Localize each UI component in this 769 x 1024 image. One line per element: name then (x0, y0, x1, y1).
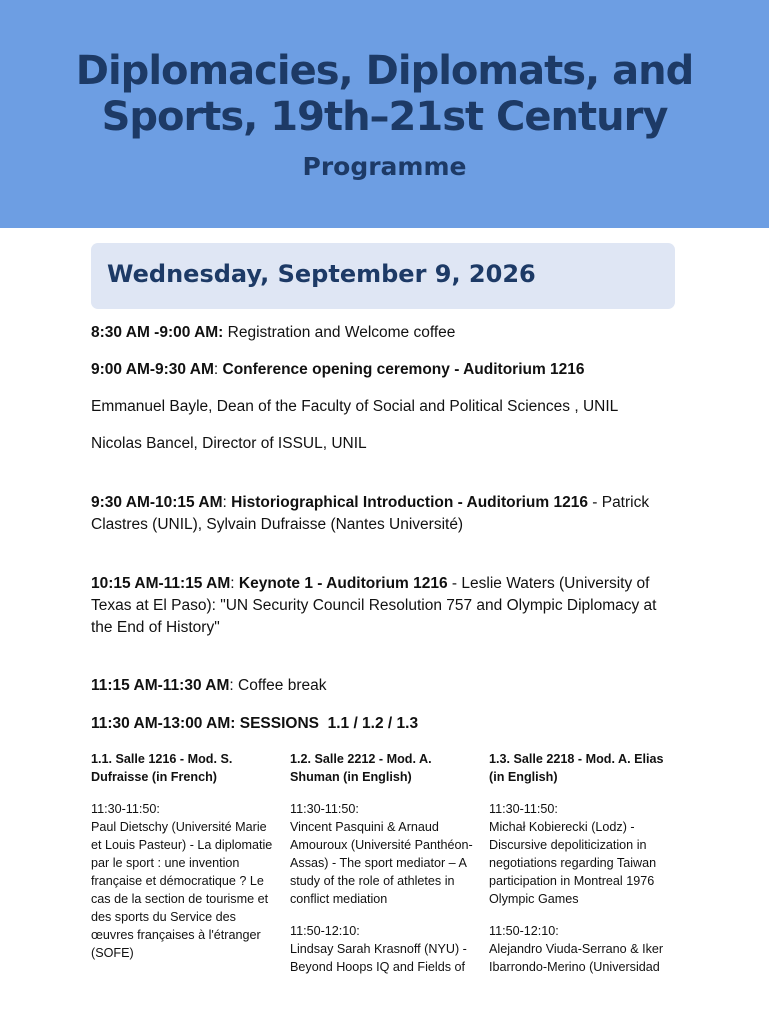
talk-text: Lindsay Sarah Krasnoff (NYU) - Beyond Hoops IQ and Fields of (290, 942, 467, 974)
registration-time: 8:30 AM -9:00 AM: (91, 324, 224, 341)
historiographical-item (91, 492, 676, 536)
talk-text: Alejandro Viuda-Serrano & Iker Ibarrondo-Merino (Universidad (489, 942, 664, 974)
day-heading-box (91, 243, 675, 309)
session-heading: 1.2. Salle 2212 - Mod. A. Shuman (in English) (290, 752, 432, 784)
talk-time: 11:30-11:50: (91, 802, 160, 816)
coffee-break-item (91, 675, 676, 697)
day-heading: Wednesday, September 9, 2026 (107, 260, 536, 288)
historiographical-time: 9:30 AM-10:15 AM (91, 494, 223, 511)
session-column-1-1 (91, 750, 276, 976)
page-subtitle: Programme (302, 152, 467, 181)
keynote-details: - Leslie Waters (University of Texas at El Paso): "UN Security Council Resolution 757 and Olympic Diplomacy at the End of History" (91, 575, 657, 636)
historiographical-speakers: - Patrick Clastres (UNIL), Sylvain Dufraisse (Nantes Université) (91, 494, 650, 533)
session-column-1-2 (290, 750, 475, 990)
talk-time: 11:30-11:50: (290, 802, 359, 816)
opening-time: 9:00 AM-9:30 AM (91, 361, 214, 378)
talk-block (290, 922, 475, 976)
keynote-separator: : (230, 575, 239, 592)
opening-separator: : (213, 361, 223, 378)
keynote-time: 10:15 AM-11:15 AM (91, 575, 231, 592)
page-title (0, 48, 769, 140)
talk-block (91, 800, 276, 962)
talk-time: 11:50-12:10: (290, 924, 360, 938)
talk-time: 11:50-12:10: (489, 924, 559, 938)
talk-time: 11:30-11:50: (489, 802, 558, 816)
session-column-1-3 (489, 750, 674, 990)
talk-block (290, 800, 475, 908)
sessions-heading: 11:30 AM-13:00 AM: SESSIONS 1.1 / 1.2 / 1.3 (91, 715, 419, 732)
registration-text: Registration and Welcome coffee (223, 324, 456, 341)
historiographical-title: Historiographical Introduction - Auditorium 1216 (231, 494, 588, 511)
opening-speaker-1: Emmanuel Bayle, Dean of the Faculty of Social and Political Sciences , UNIL (91, 398, 619, 415)
talk-text: Vincent Pasquini & Arnaud Amouroux (Université Panthéon-Assas) - The sport mediator – A study of the role of athletes in conflict mediation (290, 820, 473, 906)
keynote-item (91, 573, 676, 639)
programme-header (0, 0, 769, 228)
registration-item (91, 322, 676, 344)
coffee-break-time: 11:15 AM-11:30 AM (91, 677, 230, 694)
page-title-line-2: Sports, 19th–21st Century (101, 94, 668, 140)
opening-item (91, 359, 676, 381)
session-heading: 1.3. Salle 2218 - Mod. A. Elias (in English) (489, 752, 664, 784)
opening-speaker-2: Nicolas Bancel, Director of ISSUL, UNIL (91, 435, 367, 452)
talk-text: Paul Dietschy (Université Marie et Louis Pasteur) - La diplomatie par le sport : une invention française et démocratique ? Le cas de la section de tourisme et des sports du Service des œuvres françaises à l'étranger (SOFE) (91, 820, 273, 960)
historiographical-separator: : (222, 494, 232, 511)
talk-block (489, 922, 674, 976)
coffee-break-text: : Coffee break (229, 677, 327, 694)
talk-text: Michał Kobierecki (Lodz) - Discursive depoliticization in negotiations regarding Taiwan participation in Montreal 1976 Olympic Games (489, 820, 657, 906)
session-heading: 1.1. Salle 1216 - Mod. S. Dufraisse (in French) (91, 752, 233, 784)
talk-block (489, 800, 674, 908)
keynote-title: Keynote 1 - Auditorium 1216 (238, 575, 448, 592)
page-title-line-1: Diplomacies, Diplomats, and (75, 48, 694, 94)
opening-title: Conference opening ceremony - Auditorium 1216 (222, 361, 585, 378)
